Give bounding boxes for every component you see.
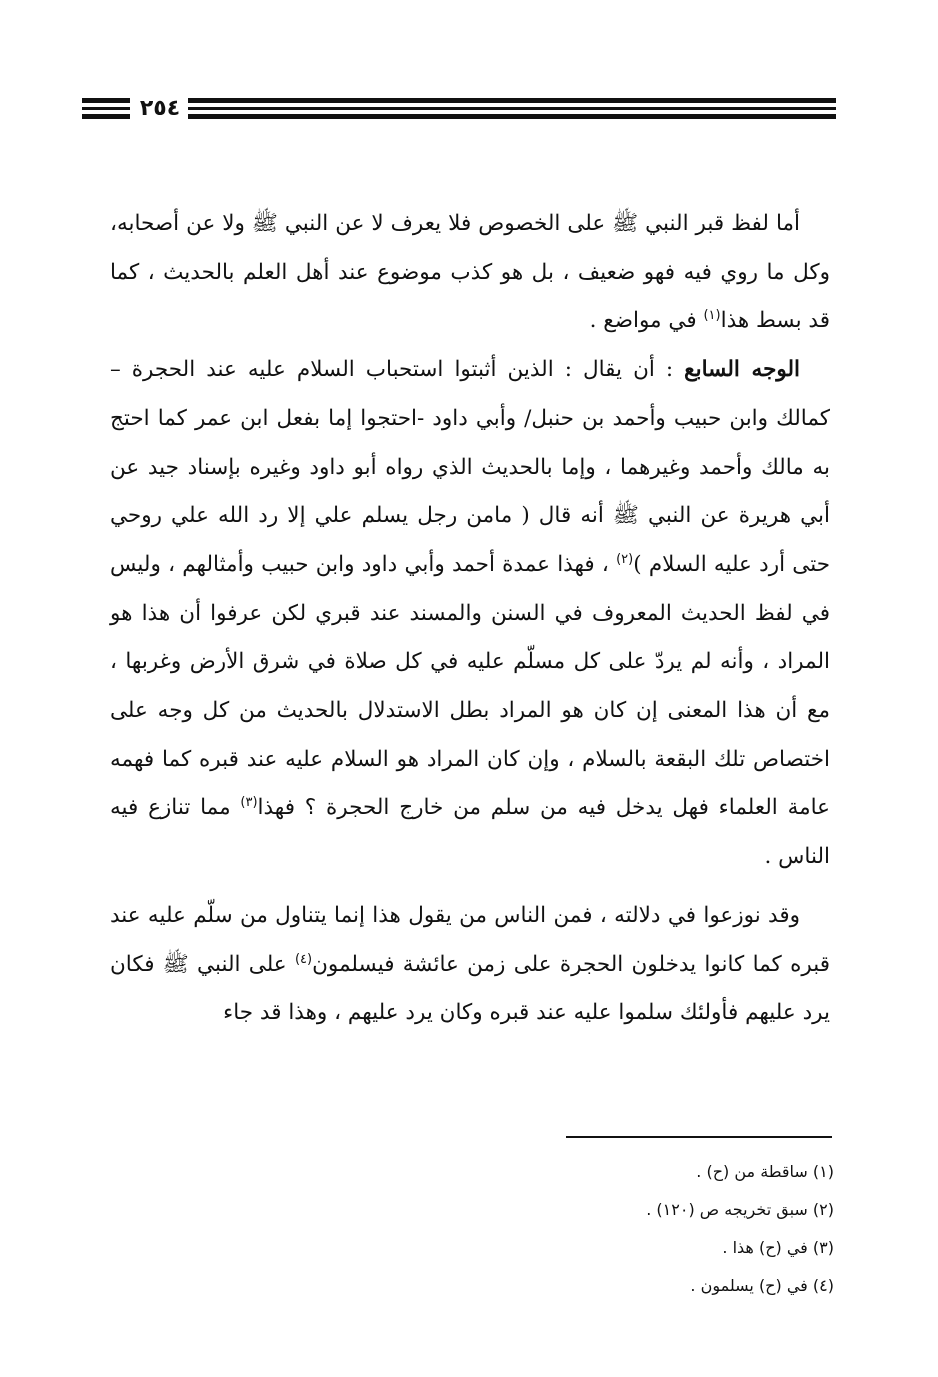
footnote-4: (٤) في (ح) يسلمون . [690,1276,834,1295]
header-rule-left-bottom [82,114,130,119]
footnote-ref-1[interactable]: (١) [703,308,721,324]
footnote-ref-3[interactable]: (٣) [240,795,258,811]
paragraph-3-text-b: على النبي ﷺ فكان يرد عليهم فأولئك سلموا عليه عند قبره وكان يرد عليهم ، وهذا قد جاء [110,951,830,1026]
paragraph-2-text-b: ، فهذا عمدة أحمد وأبي داود وابن حبيب وأمثالهم ، وليس في لفظ الحديث المعروف في السنن والمسند عند قبري لكن عرفوا أن هذا هو المراد ، وأنه لم يردّ على كل مسلّم عليه في كل صلاة في شرق الأرض وغربها ، مع أن هذا المعنى إن كان هو المراد بطل الاستدلال بالحديث من كل وجه على اختصاص تلك البقعة بالسلام ، وإن كان المراد هو السلام عليه عند قبره كما فهمه عامة العلماء فهل يدخل فيه من سلم من خارج الحجرة ؟ فهذا [110,551,830,821]
footnote-ref-4[interactable]: (٤) [294,951,313,967]
footnotes [334,1153,834,1305]
paragraph-3 [110,892,830,1038]
header-rule-left-mid [82,107,130,110]
header-rule-left-top [82,98,130,103]
paragraph-1 [110,200,830,346]
paragraph-2-text-a: : أن يقال : الذين أثبتوا استحباب السلام عليه عند الحجرة – كمالك وابن حبيب وأحمد بن حنبل/ وأبي داود -احتجوا إما بفعل ابن عمر كما احتج به مالك وأحمد وغيرهما ، وإما بالحديث الذي رواه أبو داود وغيره بإسناد جيد عن أبي هريرة عن النبي ﷺ أنه قال ( مامن رجل يسلم علي إلا رد الله علي روحي حتى أرد عليه السلام ) [110,357,830,577]
page-number: ٢٥٤ [139,96,181,121]
footnote-divider [566,1136,832,1138]
footnote-2: (٢) سبق تخريجه ص (١٢٠) . [646,1200,834,1219]
paragraph-2 [110,346,830,882]
paragraph-2-text-c: مما تنازع فيه الناس . [110,795,830,870]
header-rule-right-mid [188,107,836,110]
footnote-3: (٣) في (ح) هذا . [722,1238,834,1257]
header-rule-right-top [188,98,836,103]
header-rule-right-bottom [188,114,836,119]
footnote-ref-2[interactable]: (٢) [616,551,634,567]
paragraph-2-heading: الوجه السابع [684,357,800,383]
body-text [110,200,830,1038]
paragraph-3-text-a: وقد نوزعوا في دلالته ، فمن الناس من يقول هذا إنما يتناول من سلّم عليه عند قبره كما كانوا يدخلون الحجرة على زمن عائشة فيسلمون [110,902,830,977]
paragraph-1-text: أما لفظ قبر النبي ﷺ على الخصوص فلا يعرف لا عن النبي ﷺ ولا عن أصحابه، وكل ما روي فيه فهو ضعيف ، بل هو كذب موضوع عند أهل العلم بالحديث ، كما قد بسط هذا [110,211,830,334]
footnote-1: (١) ساقطة من (ح) . [696,1162,834,1181]
page-header [82,96,836,126]
paragraph-1-tail: في مواضع . [589,308,704,334]
